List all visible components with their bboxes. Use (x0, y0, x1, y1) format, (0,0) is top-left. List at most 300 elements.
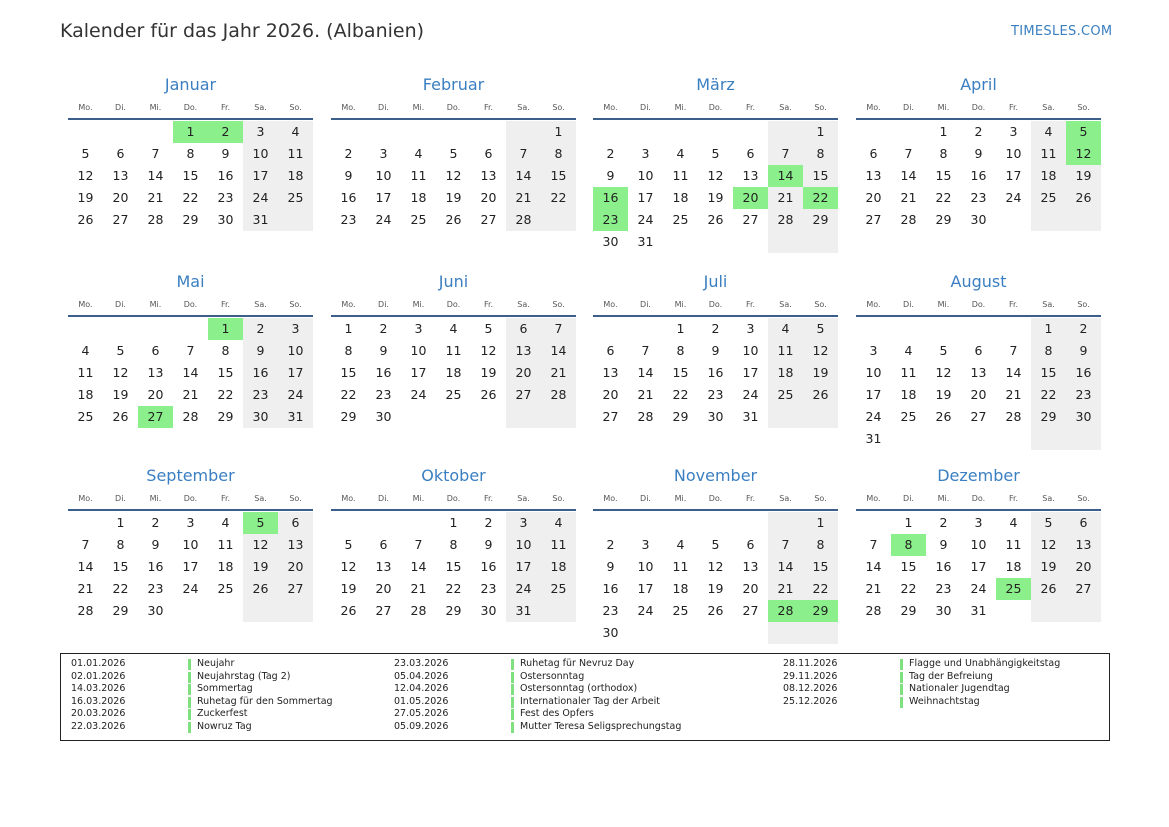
day-cell[interactable]: 4 (904, 343, 913, 358)
day-cell[interactable]: 11 (1031, 143, 1066, 165)
day-cell[interactable]: 4 (676, 537, 685, 552)
day-cell[interactable]: 23 (340, 212, 357, 227)
day-cell[interactable]: 4 (1031, 121, 1066, 143)
day-cell[interactable]: 19 (935, 387, 952, 402)
day-cell[interactable]: 30 (480, 603, 497, 618)
day-cell[interactable]: 24 (970, 581, 987, 596)
day-cell[interactable]: 28 (637, 409, 654, 424)
day-cell[interactable]: 28 (410, 603, 427, 618)
day-cell[interactable]: 5 (449, 146, 458, 161)
day-cell[interactable]: 5 (1066, 121, 1101, 143)
day-cell[interactable]: 2 (379, 321, 388, 336)
day-cell[interactable]: 6 (278, 512, 313, 534)
day-cell[interactable]: 5 (939, 343, 948, 358)
day-cell[interactable]: 25 (278, 187, 313, 209)
day-cell[interactable]: 17 (243, 165, 278, 187)
day-cell[interactable]: 31 (278, 406, 313, 428)
day-cell[interactable]: 18 (900, 387, 917, 402)
day-cell[interactable]: 17 (637, 581, 654, 596)
day-cell[interactable]: 22 (935, 190, 952, 205)
day-cell[interactable]: 30 (1066, 406, 1101, 428)
day-cell[interactable]: 9 (151, 537, 160, 552)
day-cell[interactable]: 20 (375, 581, 392, 596)
day-cell[interactable]: 31 (243, 209, 278, 231)
day-cell[interactable]: 22 (803, 578, 838, 600)
day-cell[interactable]: 18 (672, 581, 689, 596)
day-cell[interactable]: 15 (340, 365, 357, 380)
day-cell[interactable]: 16 (147, 559, 164, 574)
day-cell[interactable]: 12 (935, 365, 952, 380)
day-cell[interactable]: 13 (970, 365, 987, 380)
day-cell[interactable]: 22 (803, 187, 838, 209)
day-cell[interactable]: 14 (768, 556, 803, 578)
day-cell[interactable]: 4 (278, 121, 313, 143)
day-cell[interactable]: 3 (1009, 124, 1018, 139)
day-cell[interactable]: 29 (340, 409, 357, 424)
day-cell[interactable]: 9 (711, 343, 720, 358)
day-cell[interactable]: 6 (746, 537, 755, 552)
day-cell[interactable]: 6 (379, 537, 388, 552)
day-cell[interactable]: 16 (243, 362, 278, 384)
day-cell[interactable]: 13 (480, 168, 497, 183)
day-cell[interactable]: 13 (506, 340, 541, 362)
day-cell[interactable]: 21 (865, 581, 882, 596)
day-cell[interactable]: 15 (445, 559, 462, 574)
day-cell[interactable]: 15 (900, 559, 917, 574)
day-cell[interactable]: 28 (865, 603, 882, 618)
day-cell[interactable]: 9 (1066, 340, 1101, 362)
day-cell[interactable]: 21 (768, 578, 803, 600)
day-cell[interactable]: 19 (707, 190, 724, 205)
day-cell[interactable]: 5 (803, 318, 838, 340)
day-cell[interactable]: 24 (637, 603, 654, 618)
day-cell[interactable]: 12 (803, 340, 838, 362)
day-cell[interactable]: 23 (593, 209, 628, 231)
day-cell[interactable]: 15 (803, 165, 838, 187)
day-cell[interactable]: 20 (278, 556, 313, 578)
day-cell[interactable]: 13 (742, 168, 759, 183)
day-cell[interactable]: 2 (711, 321, 720, 336)
day-cell[interactable]: 5 (711, 146, 720, 161)
day-cell[interactable]: 21 (410, 581, 427, 596)
day-cell[interactable]: 11 (217, 537, 234, 552)
day-cell[interactable]: 24 (243, 187, 278, 209)
day-cell[interactable]: 12 (1031, 534, 1066, 556)
day-cell[interactable]: 29 (1031, 406, 1066, 428)
day-cell[interactable]: 25 (541, 578, 576, 600)
day-cell[interactable]: 14 (147, 168, 164, 183)
day-cell[interactable]: 15 (541, 165, 576, 187)
day-cell[interactable]: 8 (803, 143, 838, 165)
day-cell[interactable]: 26 (340, 603, 357, 618)
day-cell[interactable]: 26 (112, 409, 129, 424)
day-cell[interactable]: 20 (602, 387, 619, 402)
day-cell[interactable]: 24 (742, 387, 759, 402)
day-cell[interactable]: 7 (768, 534, 803, 556)
day-cell[interactable]: 2 (484, 515, 493, 530)
day-cell[interactable]: 20 (742, 581, 759, 596)
day-cell[interactable]: 15 (803, 556, 838, 578)
day-cell[interactable]: 1 (173, 121, 208, 143)
day-cell[interactable]: 8 (344, 343, 353, 358)
day-cell[interactable]: 27 (1066, 578, 1101, 600)
day-cell[interactable]: 17 (970, 559, 987, 574)
day-cell[interactable]: 15 (935, 168, 952, 183)
day-cell[interactable]: 2 (1066, 318, 1101, 340)
day-cell[interactable]: 22 (445, 581, 462, 596)
day-cell[interactable]: 6 (484, 146, 493, 161)
day-cell[interactable]: 10 (410, 343, 427, 358)
day-cell[interactable]: 3 (746, 321, 755, 336)
day-cell[interactable]: 18 (217, 559, 234, 574)
day-cell[interactable]: 12 (445, 168, 462, 183)
day-cell[interactable]: 11 (445, 343, 462, 358)
day-cell[interactable]: 14 (410, 559, 427, 574)
day-cell[interactable]: 9 (484, 537, 493, 552)
day-cell[interactable]: 24 (865, 409, 882, 424)
day-cell[interactable]: 23 (602, 603, 619, 618)
day-cell[interactable]: 31 (865, 431, 882, 446)
day-cell[interactable]: 11 (77, 365, 94, 380)
day-cell[interactable]: 25 (445, 387, 462, 402)
day-cell[interactable]: 24 (182, 581, 199, 596)
day-cell[interactable]: 21 (506, 187, 541, 209)
day-cell[interactable]: 9 (939, 537, 948, 552)
day-cell[interactable]: 19 (340, 581, 357, 596)
day-cell[interactable]: 14 (768, 165, 803, 187)
day-cell[interactable]: 19 (1066, 165, 1101, 187)
day-cell[interactable]: 26 (1066, 187, 1101, 209)
day-cell[interactable]: 10 (865, 365, 882, 380)
day-cell[interactable]: 6 (869, 146, 878, 161)
day-cell[interactable]: 7 (414, 537, 423, 552)
day-cell[interactable]: 22 (340, 387, 357, 402)
day-cell[interactable]: 29 (182, 212, 199, 227)
day-cell[interactable]: 31 (637, 234, 654, 249)
day-cell[interactable]: 19 (445, 190, 462, 205)
day-cell[interactable]: 11 (768, 340, 803, 362)
day-cell[interactable]: 23 (147, 581, 164, 596)
day-cell[interactable]: 14 (865, 559, 882, 574)
day-cell[interactable]: 8 (676, 343, 685, 358)
day-cell[interactable]: 3 (243, 121, 278, 143)
day-cell[interactable]: 7 (641, 343, 650, 358)
day-cell[interactable]: 18 (1005, 559, 1022, 574)
day-cell[interactable]: 21 (77, 581, 94, 596)
day-cell[interactable]: 16 (340, 190, 357, 205)
day-cell[interactable]: 30 (217, 212, 234, 227)
day-cell[interactable]: 20 (970, 387, 987, 402)
day-cell[interactable]: 16 (1066, 362, 1101, 384)
day-cell[interactable]: 29 (672, 409, 689, 424)
day-cell[interactable]: 8 (186, 146, 195, 161)
day-cell[interactable]: 24 (506, 578, 541, 600)
day-cell[interactable]: 12 (77, 168, 94, 183)
day-cell[interactable]: 1 (676, 321, 685, 336)
day-cell[interactable]: 11 (900, 365, 917, 380)
day-cell[interactable]: 15 (217, 365, 234, 380)
day-cell[interactable]: 8 (891, 534, 926, 556)
day-cell[interactable]: 10 (278, 340, 313, 362)
day-cell[interactable]: 7 (1009, 343, 1018, 358)
day-cell[interactable]: 8 (541, 143, 576, 165)
day-cell[interactable]: 27 (278, 578, 313, 600)
day-cell[interactable]: 16 (593, 187, 628, 209)
day-cell[interactable]: 20 (480, 190, 497, 205)
day-cell[interactable]: 1 (1031, 318, 1066, 340)
day-cell[interactable]: 3 (641, 146, 650, 161)
day-cell[interactable]: 23 (480, 581, 497, 596)
day-cell[interactable]: 6 (506, 318, 541, 340)
day-cell[interactable]: 7 (541, 318, 576, 340)
day-cell[interactable]: 27 (742, 603, 759, 618)
day-cell[interactable]: 20 (112, 190, 129, 205)
day-cell[interactable]: 17 (375, 190, 392, 205)
day-cell[interactable]: 10 (506, 534, 541, 556)
day-cell[interactable]: 11 (278, 143, 313, 165)
day-cell[interactable]: 17 (742, 365, 759, 380)
day-cell[interactable]: 20 (147, 387, 164, 402)
day-cell[interactable]: 23 (243, 384, 278, 406)
day-cell[interactable]: 13 (278, 534, 313, 556)
day-cell[interactable]: 2 (939, 515, 948, 530)
day-cell[interactable]: 2 (208, 121, 243, 143)
day-cell[interactable]: 28 (768, 209, 803, 231)
day-cell[interactable]: 8 (221, 343, 230, 358)
day-cell[interactable]: 3 (278, 318, 313, 340)
day-cell[interactable]: 13 (147, 365, 164, 380)
day-cell[interactable]: 17 (506, 556, 541, 578)
day-cell[interactable]: 17 (278, 362, 313, 384)
day-cell[interactable]: 22 (900, 581, 917, 596)
day-cell[interactable]: 23 (375, 387, 392, 402)
day-cell[interactable]: 25 (77, 409, 94, 424)
day-cell[interactable]: 18 (77, 387, 94, 402)
day-cell[interactable]: 30 (602, 625, 619, 640)
day-cell[interactable]: 23 (935, 581, 952, 596)
day-cell[interactable]: 5 (243, 512, 278, 534)
day-cell[interactable]: 30 (602, 234, 619, 249)
day-cell[interactable]: 5 (344, 537, 353, 552)
day-cell[interactable]: 19 (112, 387, 129, 402)
day-cell[interactable]: 6 (116, 146, 125, 161)
day-cell[interactable]: 5 (711, 537, 720, 552)
day-cell[interactable]: 15 (182, 168, 199, 183)
day-cell[interactable]: 3 (414, 321, 423, 336)
day-cell[interactable]: 1 (208, 318, 243, 340)
day-cell[interactable]: 29 (803, 209, 838, 231)
day-cell[interactable]: 16 (602, 581, 619, 596)
day-cell[interactable]: 25 (768, 384, 803, 406)
day-cell[interactable]: 11 (410, 168, 427, 183)
day-cell[interactable]: 22 (541, 187, 576, 209)
day-cell[interactable]: 20 (506, 362, 541, 384)
day-cell[interactable]: 27 (138, 406, 173, 428)
day-cell[interactable]: 21 (541, 362, 576, 384)
day-cell[interactable]: 29 (112, 603, 129, 618)
day-cell[interactable]: 17 (182, 559, 199, 574)
day-cell[interactable]: 18 (278, 165, 313, 187)
day-cell[interactable]: 6 (151, 343, 160, 358)
day-cell[interactable]: 19 (243, 556, 278, 578)
day-cell[interactable]: 11 (1005, 537, 1022, 552)
day-cell[interactable]: 26 (935, 409, 952, 424)
day-cell[interactable]: 24 (375, 212, 392, 227)
day-cell[interactable]: 3 (379, 146, 388, 161)
day-cell[interactable]: 4 (676, 146, 685, 161)
day-cell[interactable]: 4 (768, 318, 803, 340)
day-cell[interactable]: 10 (243, 143, 278, 165)
day-cell[interactable]: 1 (344, 321, 353, 336)
day-cell[interactable]: 2 (606, 537, 615, 552)
day-cell[interactable]: 24 (278, 384, 313, 406)
day-cell[interactable]: 27 (602, 409, 619, 424)
day-cell[interactable]: 10 (742, 343, 759, 358)
day-cell[interactable]: 29 (803, 600, 838, 622)
day-cell[interactable]: 21 (1005, 387, 1022, 402)
day-cell[interactable]: 25 (410, 212, 427, 227)
day-cell[interactable]: 30 (147, 603, 164, 618)
day-cell[interactable]: 7 (151, 146, 160, 161)
day-cell[interactable]: 4 (449, 321, 458, 336)
day-cell[interactable]: 12 (112, 365, 129, 380)
day-cell[interactable]: 22 (217, 387, 234, 402)
day-cell[interactable]: 13 (375, 559, 392, 574)
day-cell[interactable]: 6 (1066, 512, 1101, 534)
day-cell[interactable]: 8 (803, 534, 838, 556)
day-cell[interactable]: 17 (637, 190, 654, 205)
day-cell[interactable]: 30 (935, 603, 952, 618)
day-cell[interactable]: 22 (112, 581, 129, 596)
day-cell[interactable]: 4 (221, 515, 230, 530)
day-cell[interactable]: 14 (900, 168, 917, 183)
day-cell[interactable]: 28 (900, 212, 917, 227)
day-cell[interactable]: 7 (904, 146, 913, 161)
day-cell[interactable]: 25 (672, 603, 689, 618)
day-cell[interactable]: 26 (480, 387, 497, 402)
day-cell[interactable]: 25 (217, 581, 234, 596)
day-cell[interactable]: 30 (707, 409, 724, 424)
day-cell[interactable]: 10 (637, 559, 654, 574)
day-cell[interactable]: 13 (602, 365, 619, 380)
day-cell[interactable]: 11 (672, 559, 689, 574)
day-cell[interactable]: 27 (742, 212, 759, 227)
day-cell[interactable]: 16 (970, 168, 987, 183)
day-cell[interactable]: 25 (996, 578, 1031, 600)
day-cell[interactable]: 21 (147, 190, 164, 205)
day-cell[interactable]: 14 (541, 340, 576, 362)
day-cell[interactable]: 28 (182, 409, 199, 424)
day-cell[interactable]: 18 (768, 362, 803, 384)
day-cell[interactable]: 12 (480, 343, 497, 358)
day-cell[interactable]: 4 (81, 343, 90, 358)
day-cell[interactable]: 29 (445, 603, 462, 618)
day-cell[interactable]: 15 (112, 559, 129, 574)
day-cell[interactable]: 13 (1066, 534, 1101, 556)
day-cell[interactable]: 28 (77, 603, 94, 618)
day-cell[interactable]: 8 (116, 537, 125, 552)
day-cell[interactable]: 5 (116, 343, 125, 358)
day-cell[interactable]: 10 (1005, 146, 1022, 161)
day-cell[interactable]: 31 (742, 409, 759, 424)
day-cell[interactable]: 2 (344, 146, 353, 161)
day-cell[interactable]: 4 (1009, 515, 1018, 530)
day-cell[interactable]: 6 (606, 343, 615, 358)
day-cell[interactable]: 29 (935, 212, 952, 227)
day-cell[interactable]: 5 (81, 146, 90, 161)
day-cell[interactable]: 26 (803, 384, 838, 406)
day-cell[interactable]: 13 (865, 168, 882, 183)
day-cell[interactable]: 12 (340, 559, 357, 574)
day-cell[interactable]: 30 (243, 406, 278, 428)
day-cell[interactable]: 24 (1005, 190, 1022, 205)
day-cell[interactable]: 9 (344, 168, 353, 183)
day-cell[interactable]: 14 (77, 559, 94, 574)
day-cell[interactable]: 10 (637, 168, 654, 183)
day-cell[interactable]: 6 (974, 343, 983, 358)
day-cell[interactable]: 1 (904, 515, 913, 530)
day-cell[interactable]: 24 (410, 387, 427, 402)
day-cell[interactable]: 11 (672, 168, 689, 183)
day-cell[interactable]: 26 (445, 212, 462, 227)
day-cell[interactable]: 4 (414, 146, 423, 161)
day-cell[interactable]: 23 (1066, 384, 1101, 406)
day-cell[interactable]: 12 (1066, 143, 1101, 165)
day-cell[interactable]: 20 (1066, 556, 1101, 578)
day-cell[interactable]: 10 (970, 537, 987, 552)
day-cell[interactable]: 2 (606, 146, 615, 161)
day-cell[interactable]: 1 (541, 121, 576, 143)
day-cell[interactable]: 1 (803, 121, 838, 143)
day-cell[interactable]: 19 (77, 190, 94, 205)
day-cell[interactable]: 16 (935, 559, 952, 574)
day-cell[interactable]: 22 (182, 190, 199, 205)
day-cell[interactable]: 15 (672, 365, 689, 380)
day-cell[interactable]: 19 (803, 362, 838, 384)
day-cell[interactable]: 18 (672, 190, 689, 205)
day-cell[interactable]: 7 (506, 143, 541, 165)
day-cell[interactable]: 25 (1031, 187, 1066, 209)
day-cell[interactable]: 31 (970, 603, 987, 618)
day-cell[interactable]: 7 (186, 343, 195, 358)
day-cell[interactable]: 30 (375, 409, 392, 424)
day-cell[interactable]: 19 (480, 365, 497, 380)
day-cell[interactable]: 28 (541, 384, 576, 406)
day-cell[interactable]: 3 (641, 537, 650, 552)
day-cell[interactable]: 9 (606, 559, 615, 574)
day-cell[interactable]: 26 (243, 578, 278, 600)
day-cell[interactable]: 3 (186, 515, 195, 530)
day-cell[interactable]: 3 (974, 515, 983, 530)
day-cell[interactable]: 28 (768, 600, 803, 622)
day-cell[interactable]: 8 (939, 146, 948, 161)
day-cell[interactable]: 12 (707, 559, 724, 574)
day-cell[interactable]: 30 (970, 212, 987, 227)
day-cell[interactable]: 17 (865, 387, 882, 402)
day-cell[interactable]: 31 (506, 600, 541, 622)
day-cell[interactable]: 13 (742, 559, 759, 574)
day-cell[interactable]: 1 (939, 124, 948, 139)
day-cell[interactable]: 16 (375, 365, 392, 380)
day-cell[interactable]: 9 (606, 168, 615, 183)
day-cell[interactable]: 23 (970, 190, 987, 205)
day-cell[interactable]: 1 (449, 515, 458, 530)
day-cell[interactable]: 27 (506, 384, 541, 406)
day-cell[interactable]: 22 (672, 387, 689, 402)
day-cell[interactable]: 26 (707, 212, 724, 227)
brand-link[interactable]: TIMESLES.COM (1011, 24, 1113, 39)
day-cell[interactable]: 26 (1031, 578, 1066, 600)
